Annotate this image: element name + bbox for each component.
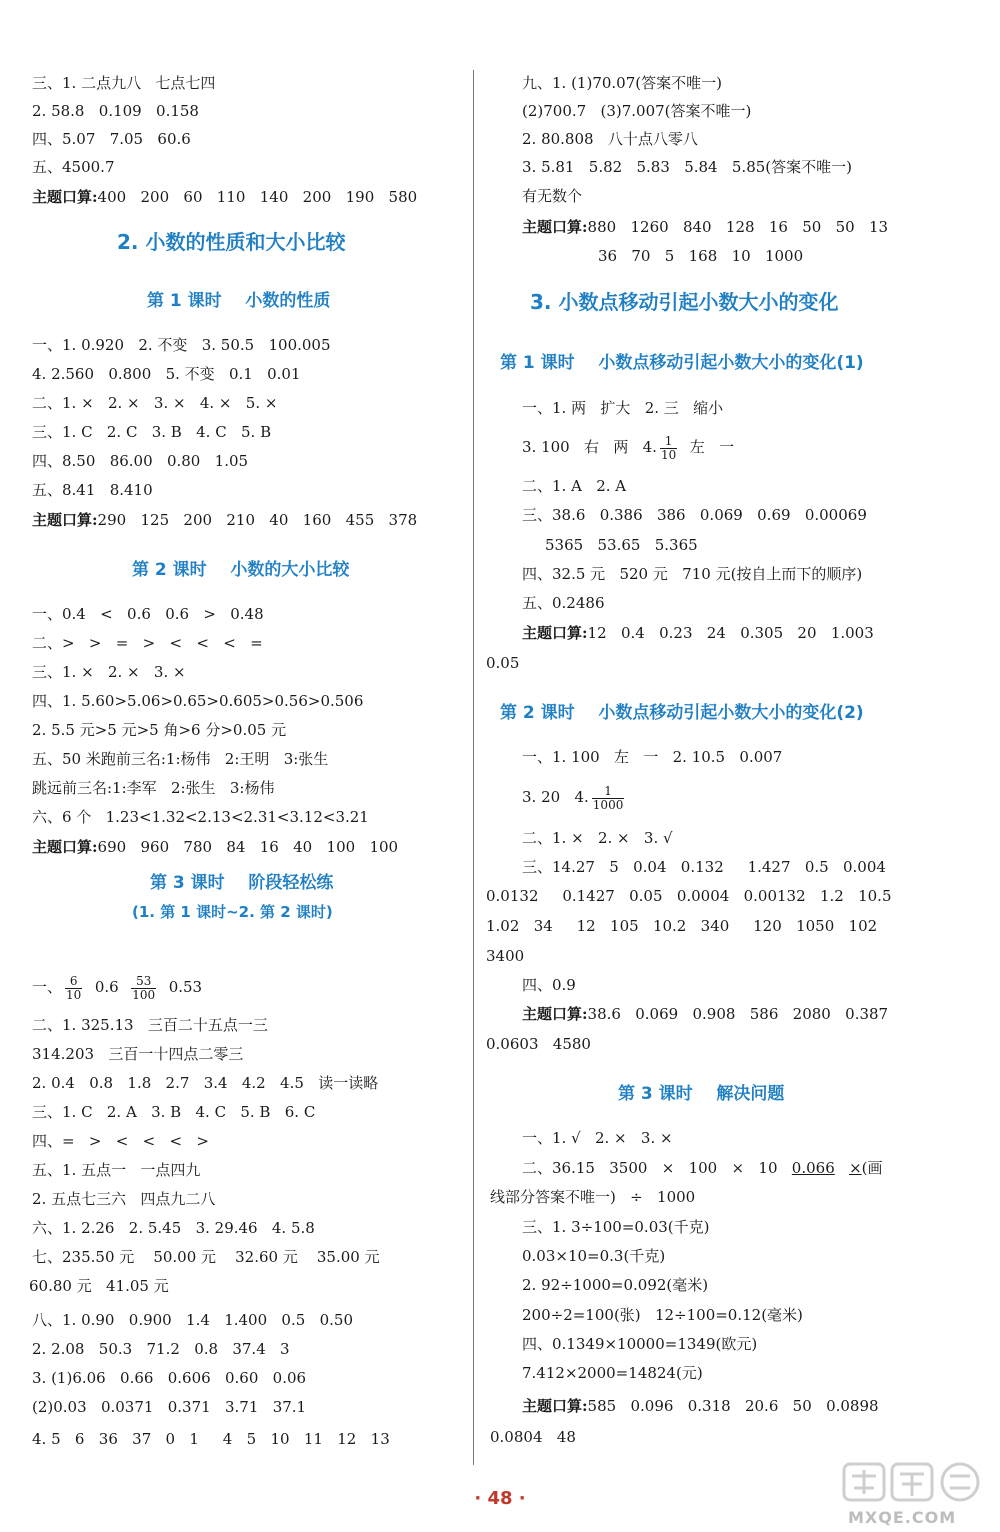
- mental-math-label: 主题口算:: [32, 188, 98, 206]
- answer-line: 3. 100 右 两 4. $\frac{1}{10}$ 左 一: [522, 433, 735, 462]
- answer-line: 60.80 元 41.05 元: [29, 1277, 169, 1295]
- answer-line: 跳远前三名:1:李军 2:张生 3:杨伟: [32, 779, 275, 797]
- answer-line: 2. 5.5 元>5 元>5 角>6 分>0.05 元: [32, 721, 287, 739]
- lesson-title: 第 1 课时 小数的性质: [147, 291, 331, 311]
- answer-line: [32, 510, 417, 530]
- column-divider: [473, 70, 474, 1465]
- answer-line: 7.412×2000=14824(元): [522, 1364, 703, 1382]
- answer-line: 五、8.41 8.410: [32, 481, 153, 499]
- answer-line: 八、1. 0.90 0.900 1.4 1.400 0.5 0.50: [32, 1311, 353, 1329]
- answer-line: 一、1. √ 2. × 3. ×: [522, 1129, 673, 1147]
- answer-line: 三、1. C 2. A 3. B 4. C 5. B 6. C: [32, 1103, 316, 1121]
- mental-math-label: 主题口算:: [32, 511, 98, 529]
- mental-math-values: 38.6 0.069 0.908 586 2080 0.387: [587, 1005, 889, 1023]
- answer-line: 4. 5 6 36 37 0 1 4 5 10 11 12 13: [32, 1430, 390, 1448]
- answer-line: 六、6 个 1.23<1.32<2.13<2.31<3.12<3.21: [32, 808, 369, 826]
- lesson-title: 第 3 课时 解决问题: [618, 1084, 785, 1104]
- answer-line: 四、= > < < < >: [32, 1132, 209, 1150]
- answer-line: 0.0804 48: [490, 1428, 576, 1446]
- answer-line: (2)0.03 0.0371 0.371 3.71 37.1: [32, 1398, 307, 1416]
- answer-line: 五、50 米跑前三名:1:杨伟 2:王明 3:张生: [32, 750, 329, 768]
- answer-line: 三、38.6 0.386 386 0.069 0.69 0.00069: [522, 506, 867, 524]
- answer-line: 0.03×10=0.3(千克): [522, 1247, 666, 1265]
- answer-line: 3400: [486, 947, 525, 965]
- answer-line: (2)700.7 (3)7.007(答案不唯一): [522, 102, 752, 120]
- answer-line: 四、0.1349×10000=1349(欧元): [522, 1335, 758, 1353]
- answer-line: 0.0603 4580: [486, 1035, 591, 1053]
- answer-line: 五、1. 五点一 一点四九: [32, 1161, 201, 1179]
- mental-math-values: 690 960 780 84 16 40 100 100: [97, 838, 399, 856]
- mental-math-values: 880 1260 840 128 16 50 50 13: [587, 218, 889, 236]
- answer-line: 2. 92÷1000=0.092(毫米): [522, 1276, 709, 1294]
- mental-math-values: 400 200 60 110 140 200 190 580: [97, 188, 418, 206]
- answer-line: 二、1. × 2. × 3. √: [522, 829, 673, 847]
- answer-line: 四、8.50 86.00 0.80 1.05: [32, 452, 249, 470]
- mental-math-values: 12 0.4 0.23 24 0.305 20 1.003: [587, 624, 874, 642]
- answer-line: 三、1. 3÷100=0.03(千克): [522, 1218, 710, 1236]
- answer-line: [522, 1004, 888, 1024]
- fraction: $\frac{1}{10}$: [660, 433, 677, 462]
- underlined-answer: 0.066: [791, 1159, 835, 1177]
- answer-line: 一、1. 0.920 2. 不变 3. 50.5 100.005: [32, 336, 331, 354]
- answer-line: 三、1. 二点九八 七点七四: [32, 74, 216, 92]
- answer-line: 四、32.5 元 520 元 710 元(按自上而下的顺序): [522, 565, 863, 583]
- answer-line: 四、0.9: [522, 976, 576, 994]
- answer-line: 2. 58.8 0.109 0.158: [32, 102, 199, 120]
- answer-line: [32, 837, 398, 857]
- lesson-title: 第 2 课时 小数的大小比较: [132, 560, 350, 580]
- fraction: $\frac{53}{100}$: [132, 973, 156, 1002]
- watermark-text: MXQE.COM: [848, 1508, 957, 1527]
- answer-line: 二、1. × 2. × 3. × 4. × 5. ×: [32, 394, 278, 412]
- answer-line: 314.203 三百一十四点二零三: [32, 1045, 244, 1063]
- answer-line: 一、1. 两 扩大 2. 三 缩小: [522, 399, 724, 417]
- mental-math-label: 主题口算:: [522, 624, 588, 642]
- answer-line: 一、1. 100 左 一 2. 10.5 0.007: [522, 748, 783, 766]
- fraction: $\frac{1}{1000}$: [592, 783, 624, 812]
- answer-line: 线部分答案不唯一) ÷ 1000: [490, 1188, 696, 1206]
- answer-line: [522, 217, 888, 237]
- answer-line: 一、 $\frac{6}{10}$ 0.6 $\frac{53}{100}$ 0.53: [32, 973, 203, 1002]
- answer-line: 三、14.27 5 0.04 0.132 1.427 0.5 0.004: [522, 858, 886, 876]
- answer-line: 三、1. × 2. × 3. ×: [32, 663, 186, 681]
- answer-line: 六、1. 2.26 2. 5.45 3. 29.46 4. 5.8: [32, 1219, 315, 1237]
- lesson-subtitle: (1. 第 1 课时~2. 第 2 课时): [132, 903, 333, 921]
- answer-line: 2. 0.4 0.8 1.8 2.7 3.4 4.2 4.5 读一读略: [32, 1074, 379, 1092]
- section-title: 2. 小数的性质和大小比较: [117, 230, 346, 254]
- answer-line: 3. 20 4. $\frac{1}{1000}$: [522, 783, 624, 812]
- answer-line: 二、1. 325.13 三百二十五点一三: [32, 1016, 268, 1034]
- answer-line: 五、0.2486: [522, 594, 605, 612]
- page-number: · 48 ·: [474, 1488, 526, 1509]
- mental-math-label: 主题口算:: [522, 1005, 588, 1023]
- mental-math-label: 主题口算:: [32, 838, 98, 856]
- answer-line: 3. (1)6.06 0.66 0.606 0.60 0.06: [32, 1369, 307, 1387]
- mental-math-values: 585 0.096 0.318 20.6 50 0.0898: [587, 1397, 879, 1415]
- answer-line: 二、36.15 3500 × 100 × 10 0.066 ×(画: [522, 1159, 883, 1177]
- answer-line: 二、> > = > < < < =: [32, 634, 263, 652]
- answer-line: 3. 5.81 5.82 5.83 5.84 5.85(答案不唯一): [522, 158, 852, 176]
- answer-line: 四、1. 5.60>5.06>0.65>0.605>0.56>0.506: [32, 692, 364, 710]
- answer-line: 5365 53.65 5.365: [545, 536, 698, 554]
- answer-line: 200÷2=100(张) 12÷100=0.12(毫米): [522, 1306, 803, 1324]
- lesson-title: 第 2 课时 小数点移动引起小数大小的变化(2): [500, 703, 864, 723]
- answer-line: 0.0132 0.1427 0.05 0.0004 0.00132 1.2 10.5: [486, 887, 892, 905]
- underlined-answer: ×: [849, 1159, 862, 1177]
- answer-line: 36 70 5 168 10 1000: [598, 247, 804, 265]
- answer-line: 1.02 34 12 105 10.2 340 120 1050 102: [486, 917, 878, 935]
- answer-line: 二、1. A 2. A: [522, 477, 627, 495]
- fraction: $\frac{6}{10}$: [66, 973, 82, 1002]
- answer-line: [522, 1396, 879, 1416]
- answer-line: 有无数个: [522, 187, 583, 205]
- answer-line: [522, 623, 874, 643]
- answer-line: 0.05: [486, 654, 520, 672]
- mental-math-values: 290 125 200 210 40 160 455 378: [97, 511, 418, 529]
- answer-line: 2. 2.08 50.3 71.2 0.8 37.4 3: [32, 1340, 290, 1358]
- answer-line: 2. 80.808 八十点八零八: [522, 130, 698, 148]
- answer-line: 一、0.4 < 0.6 0.6 > 0.48: [32, 605, 264, 623]
- answer-line: 九、1. (1)70.07(答案不唯一): [522, 74, 722, 92]
- answer-line: 五、4500.7: [32, 158, 115, 176]
- answer-line: 三、1. C 2. C 3. B 4. C 5. B: [32, 423, 272, 441]
- mental-math-label: 主题口算:: [522, 1397, 588, 1415]
- answer-line: 2. 五点七三六 四点九二八: [32, 1190, 216, 1208]
- answer-line: 四、5.07 7.05 60.6: [32, 130, 191, 148]
- answer-line: 4. 2.560 0.800 5. 不变 0.1 0.01: [32, 365, 301, 383]
- mental-math-label: 主题口算:: [522, 218, 588, 236]
- answer-line: 七、235.50 元 50.00 元 32.60 元 35.00 元: [32, 1248, 380, 1266]
- section-title: 3. 小数点移动引起小数大小的变化: [530, 290, 839, 314]
- lesson-title: 第 1 课时 小数点移动引起小数大小的变化(1): [500, 353, 864, 373]
- answer-line: [32, 187, 417, 207]
- lesson-title: 第 3 课时 阶段轻松练: [150, 873, 334, 893]
